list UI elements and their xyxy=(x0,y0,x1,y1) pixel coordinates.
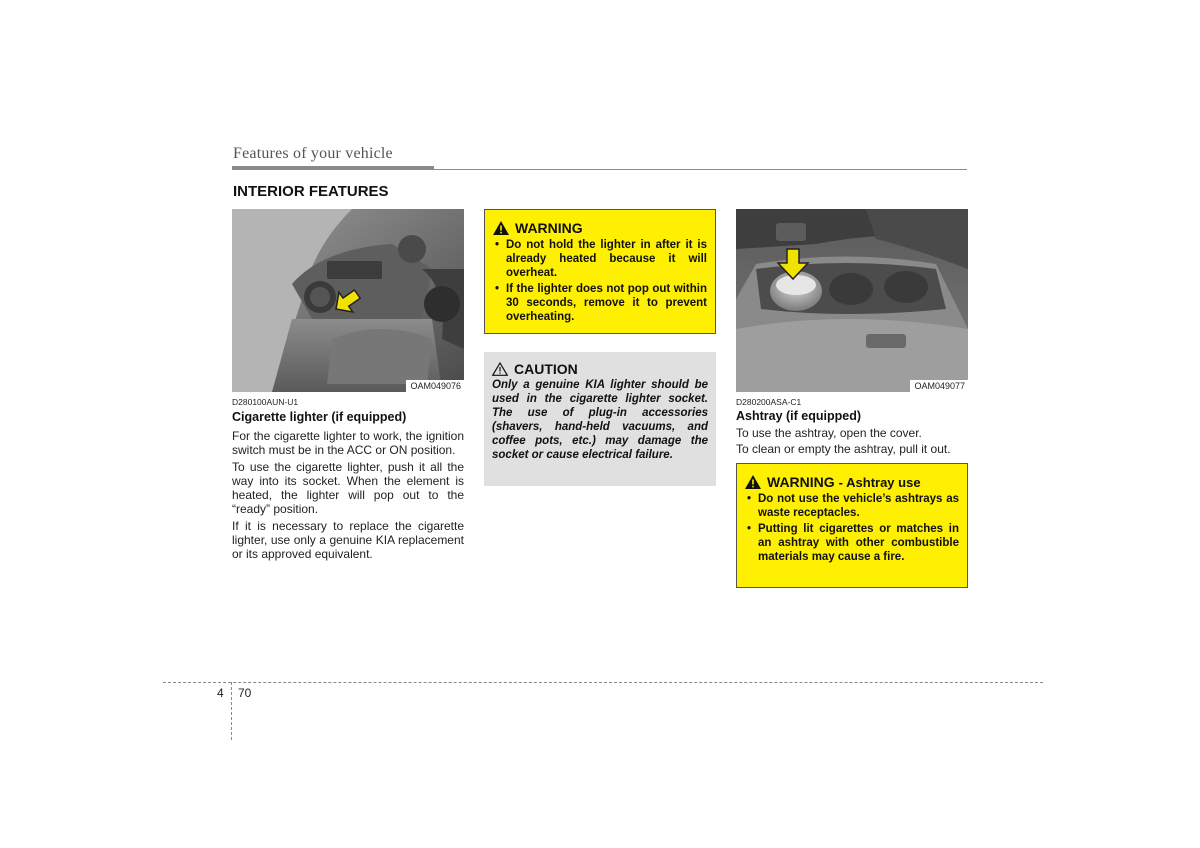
warning-ashtray-item: • Putting lit cigarettes or matches in an ashtray with other combustible materials may cause a fire. xyxy=(745,522,959,564)
caution-heading xyxy=(492,361,708,377)
lighter-photo-id: OAM049076 xyxy=(406,380,464,392)
section-title: INTERIOR FEATURES xyxy=(233,183,389,200)
lighter-paragraph: To use the cigarette lighter, push it all the way into its socket. When the element is heated, the lighter will pop out to the “ready” position. xyxy=(232,460,464,516)
warning-lighter-title: WARNING xyxy=(515,220,583,236)
warning-lighter-item: • Do not hold the lighter in after it is already heated because it will overheat. xyxy=(493,238,707,280)
caution-triangle-icon xyxy=(492,362,508,376)
warning-lighter-item: • If the lighter does not pop out within 30 seconds, remove it to prevent overheating. xyxy=(493,282,707,324)
header-rule-thick xyxy=(232,166,434,170)
lighter-title: Cigarette lighter (if equipped) xyxy=(232,410,407,424)
caution-text: Only a genuine KIA lighter should be used in the cigarette lighter socket. The use of plug-in accessories (shavers, hand-held vacuums, and coffee pots, etc.) may damage the socket or cause electrical failure. xyxy=(492,379,708,461)
warning-lighter-box xyxy=(484,209,716,334)
footer-divider xyxy=(231,682,232,740)
lighter-code: D280100AUN-U1 xyxy=(232,397,299,407)
lighter-paragraph: If it is necessary to replace the cigarette lighter, use only a genuine KIA replacement or its approved equivalent. xyxy=(232,519,464,561)
ashtray-photo-id: OAM049077 xyxy=(910,380,968,392)
header-rule-thin xyxy=(434,169,967,170)
warning-ashtray-heading xyxy=(745,474,959,490)
lighter-body xyxy=(232,429,464,561)
lighter-photo xyxy=(232,209,464,392)
warning-ashtray-subtitle: - Ashtray use xyxy=(838,474,921,490)
ashtray-body xyxy=(736,426,976,456)
warning-triangle-icon xyxy=(745,475,761,489)
ashtray-paragraph: To clean or empty the ashtray, pull it out. xyxy=(736,442,951,456)
warning-lighter-list xyxy=(493,238,707,324)
chapter-number: 4 xyxy=(217,686,224,700)
footer-rule xyxy=(163,682,1043,683)
lighter-paragraph: For the cigarette lighter to work, the ignition switch must be in the ACC or ON position. xyxy=(232,429,464,457)
caution-title: CAUTION xyxy=(514,361,578,377)
warning-triangle-icon xyxy=(493,221,509,235)
ashtray-code: D280200ASA-C1 xyxy=(736,397,802,407)
warning-ashtray-title: WARNING xyxy=(767,474,835,490)
page-number: 70 xyxy=(238,686,252,700)
running-head: Features of your vehicle xyxy=(233,145,393,162)
caution-box xyxy=(484,352,716,486)
warning-ashtray-item: • Do not use the vehicle’s ashtrays as waste receptacles. xyxy=(745,492,959,520)
warning-ashtray-list xyxy=(745,492,959,564)
ashtray-photo xyxy=(736,209,968,392)
warning-ashtray-box xyxy=(736,463,968,588)
warning-lighter-heading xyxy=(493,220,707,236)
ashtray-paragraph: To use the ashtray, open the cover. xyxy=(736,426,922,440)
ashtray-title: Ashtray (if equipped) xyxy=(736,409,862,423)
